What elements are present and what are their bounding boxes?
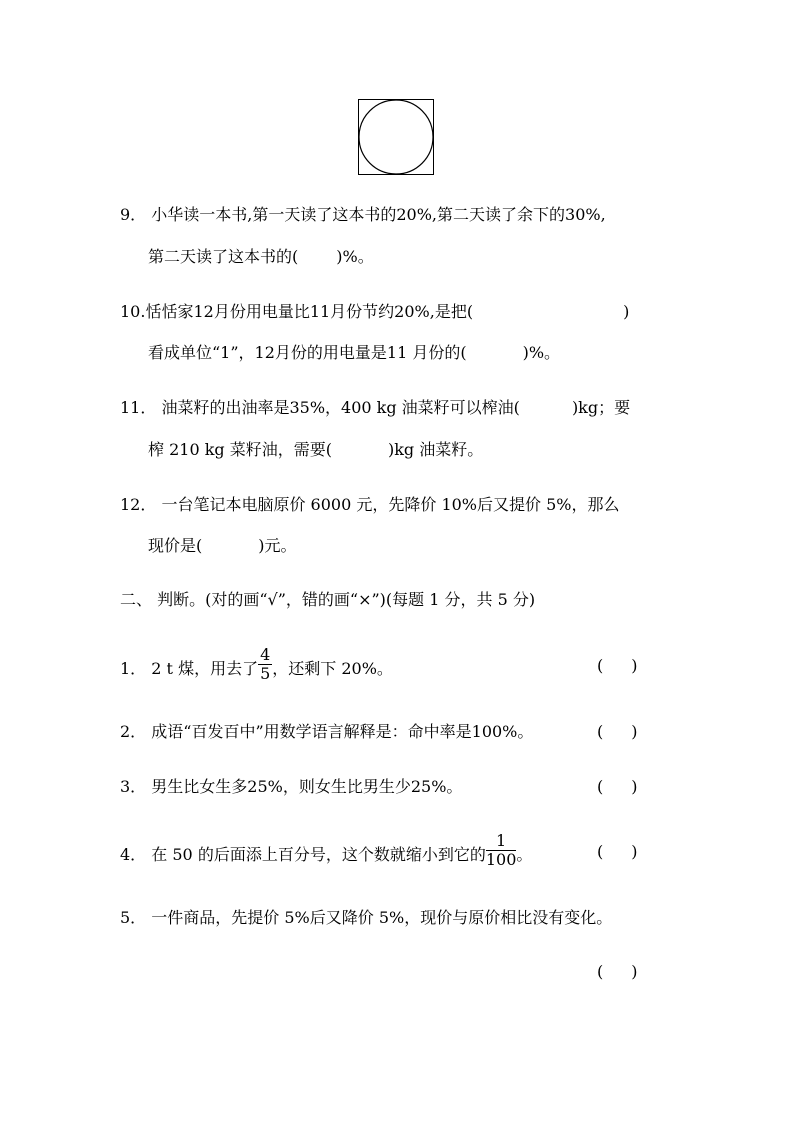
q12-line2-post: )元。 — [258, 536, 297, 555]
judge4-number: 4． — [120, 845, 147, 864]
q11-line2-pre: 榨 210 kg 菜籽油，需要( — [148, 440, 332, 459]
judge5-text — [120, 908, 612, 928]
q12-line2 — [148, 536, 297, 556]
section2-heading: 二、 判断。(对的画“√”，错的画“×”)(每题 1 分，共 5 分) — [120, 590, 536, 609]
judge2-answer[interactable] — [597, 722, 638, 742]
q10-line2 — [148, 343, 560, 363]
q12-text: 一台笔记本电脑原价 6000 元，先降价 10%后又提价 5%，那么 — [161, 495, 620, 514]
judge2-body: 成语“百发百中”用数学语言解释是：命中率是100%。 — [151, 722, 534, 741]
judge4-pre: 在 50 的后面添上百分号，这个数就缩小到它的 — [151, 845, 486, 864]
paren-open: ( — [597, 777, 604, 796]
q12-line2-pre: 现价是( — [148, 536, 203, 555]
judge1-number: 1． — [120, 659, 147, 678]
judge1-post: ，还剩下 20%。 — [272, 659, 393, 678]
judge2-text — [120, 722, 533, 742]
judge3-answer[interactable] — [597, 777, 638, 797]
paren-open: ( — [597, 656, 604, 675]
paren-close: ) — [631, 962, 638, 981]
q9-line2-pre: 第二天读了这本书的( — [148, 247, 299, 266]
judge5-body: 一件商品，先提价 5%后又降价 5%，现价与原价相比没有变化。 — [151, 908, 613, 927]
q10-line1-pre: 恬恬家12月份用电量比11月份节约20%,是把( — [145, 302, 474, 321]
q10-line1 — [120, 302, 629, 322]
judge1-frac-den: 5 — [260, 664, 271, 683]
paren-open: ( — [597, 842, 604, 861]
q11-line1-pre: 油菜籽的出油率是35%，400 kg 油菜籽可以榨油( — [161, 398, 520, 417]
paren-close: ) — [631, 777, 638, 796]
paren-close: ) — [631, 656, 638, 675]
judge3-text — [120, 777, 462, 797]
paren-open: ( — [597, 962, 604, 981]
judge4-post: 。 — [516, 845, 533, 864]
q10-line1-post: ) — [623, 302, 630, 321]
judge5-answer[interactable] — [597, 962, 638, 982]
judge2-number: 2． — [120, 722, 147, 741]
q11-line2-post: )kg 油菜籽。 — [387, 440, 484, 459]
judge1-fraction — [258, 646, 272, 683]
q9-line2 — [148, 247, 374, 267]
judge4-text — [120, 831, 533, 869]
q9-line1 — [120, 205, 606, 225]
q12-line1 — [120, 495, 619, 515]
square-circle-figure — [358, 99, 434, 175]
paren-close: ) — [631, 842, 638, 861]
q11-line2 — [148, 440, 483, 460]
q9-text: 小华读一本书,第一天读了这本书的20%,第二天读了余下的30%, — [151, 205, 606, 224]
judge1-answer[interactable] — [597, 656, 638, 676]
judge1-text — [120, 645, 393, 683]
q9-number: 9． — [120, 205, 147, 224]
q10-line2-pre: 看成单位“1”，12月份的用电量是11 月份的( — [148, 343, 467, 362]
judge4-answer[interactable] — [597, 842, 638, 862]
judge3-number: 3． — [120, 777, 147, 796]
q10-number: 10. — [120, 302, 146, 321]
paren-open: ( — [597, 722, 604, 741]
q11-line1 — [120, 398, 630, 418]
q10-line2-post: )%。 — [522, 343, 561, 362]
judge4-frac-den: 100 — [485, 850, 517, 869]
q12-number: 12． — [120, 495, 157, 514]
paren-close: ) — [631, 722, 638, 741]
judge4-fraction — [486, 832, 517, 869]
q11-line1-post: )kg；要 — [571, 398, 631, 417]
judge1-frac-num: 4 — [260, 645, 271, 664]
judge3-body: 男生比女生多25%，则女生比男生少25%。 — [151, 777, 463, 796]
judge4-frac-num: 1 — [486, 832, 517, 851]
judge5-number: 5． — [120, 908, 147, 927]
q11-number: 11． — [120, 398, 157, 417]
q9-line2-post: )%。 — [336, 247, 374, 266]
judge1-pre: 2 t 煤，用去了 — [151, 659, 259, 678]
